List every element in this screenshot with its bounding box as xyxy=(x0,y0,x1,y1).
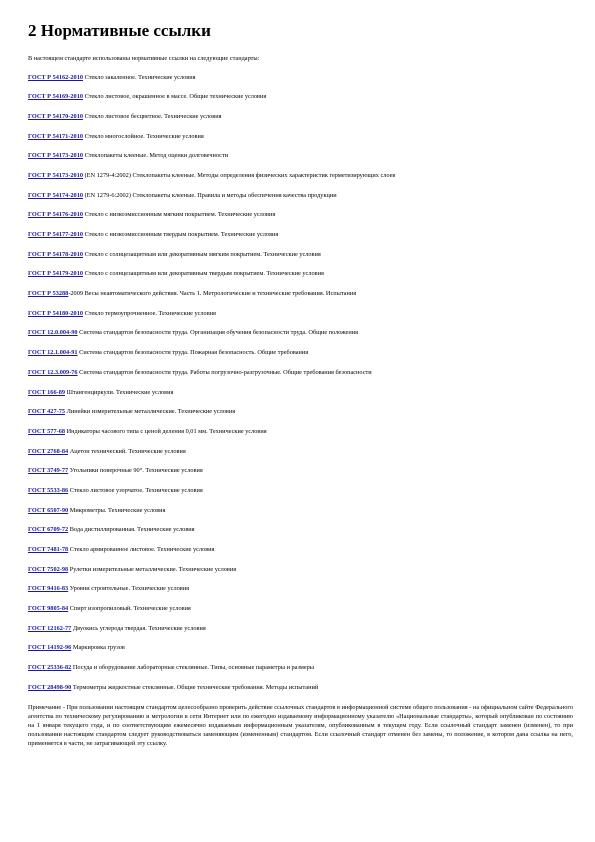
standard-link[interactable]: ГОСТ 166-89 xyxy=(28,388,65,396)
document-page xyxy=(28,20,573,754)
reference-item xyxy=(28,604,573,613)
reference-item xyxy=(28,250,573,259)
section-heading: 2 Нормативные ссылки xyxy=(28,21,211,40)
standard-link[interactable]: ГОСТ Р 54171-2010 xyxy=(28,132,83,140)
standard-title: Микрометры. Технические условия xyxy=(69,506,166,514)
standard-title: Угольники поверочные 90°. Технические условия xyxy=(69,467,203,475)
standard-title: Система стандартов безопасности труда. Работы погрузочно-разгрузочные. Общие требования безопасности xyxy=(79,368,372,376)
reference-item xyxy=(28,73,573,82)
standard-title: Штангенциркули. Технические условия xyxy=(66,388,174,396)
standard-link[interactable]: ГОСТ 427-75 xyxy=(28,408,65,416)
reference-item xyxy=(28,584,573,593)
reference-item xyxy=(28,171,573,180)
note-paragraph: Примечание - При пользовании настоящим стандартом целесообразно проверить действие ссылочных стандартов в информационной системе общего пользования - на официальном сайте Федерального агентства по техническому регулированию и метрологии в сети Интернет или по ежегодно издаваемому информационному указателю «Национальные стандарты», который опубликован по состоянию на 1 января текущего года, и по соответствующим ежемесячно издаваемым информационным указателям, опубликованным в текущем году. Если ссылочный стандарт заменен (изменен), то при пользовании настоящим стандартом следует руководствоваться заменяющим (измененным) стандартом. Если ссылочный стандарт отменен без замены, то положение, в котором дана ссылка на него, применяется в части, не затрагивающей эту ссылку. xyxy=(28,703,573,747)
standard-link[interactable]: ГОСТ 14192-96 xyxy=(28,644,72,652)
standard-link[interactable]: ГОСТ Р 54179-2010 xyxy=(28,270,83,278)
standard-title: Стекло листовое бесцветное. Технические условия xyxy=(84,112,222,120)
reference-item xyxy=(28,683,573,692)
standard-link[interactable]: ГОСТ 7502-98 xyxy=(28,565,69,573)
standard-link[interactable]: ГОСТ Р 54170-2010 xyxy=(28,112,83,120)
standard-link[interactable]: ГОСТ 12.1.004-91 xyxy=(28,349,78,357)
reference-item xyxy=(28,663,573,672)
standard-title: (EN 1279-6:2002) Стеклопакеты клееные. Правила и методы обеспечения качества продукции xyxy=(84,191,337,199)
standard-link[interactable]: ГОСТ 7481-78 xyxy=(28,546,69,553)
standard-link[interactable]: ГОСТ 9416-83 xyxy=(28,585,69,593)
standard-link[interactable]: ГОСТ 28498-90 xyxy=(28,683,72,691)
reference-list xyxy=(28,73,573,692)
standard-title: Индикаторы часового типа с ценой деления 0,01 мм. Технические условия xyxy=(66,427,267,435)
standard-link[interactable]: ГОСТ Р 54177-2010 xyxy=(28,231,83,238)
reference-item xyxy=(28,486,573,495)
standard-title: Двуокись углерода твердая. Технические условия xyxy=(72,624,206,632)
reference-item xyxy=(28,230,573,239)
standard-link[interactable]: ГОСТ 5533-86 xyxy=(28,486,69,494)
reference-item xyxy=(28,447,573,456)
reference-item xyxy=(28,506,573,515)
standard-title: Стекло закаленное. Технические условия xyxy=(84,73,196,81)
standard-link[interactable]: ГОСТ 577-68 xyxy=(28,427,65,435)
standard-title: Стекло армированное листовое. Технические условия xyxy=(69,546,215,553)
standard-title: Система стандартов безопасности труда. Организация обучения безопасности труда. Общие положения xyxy=(79,329,358,337)
standard-link[interactable]: ГОСТ 2768-84 xyxy=(28,447,69,455)
standard-title: Спирт изопропиловый. Технические условия xyxy=(69,605,191,613)
standard-link[interactable]: ГОСТ Р 54178-2010 xyxy=(28,250,83,258)
standard-title: Уровни строительные. Технические условия xyxy=(69,585,189,593)
standard-link[interactable]: ГОСТ Р 54176-2010 xyxy=(28,211,83,219)
standard-title: Стекло листовое узорчатое. Технические условия xyxy=(69,486,203,494)
reference-item xyxy=(28,151,573,160)
standard-link[interactable]: ГОСТ Р 54169-2010 xyxy=(28,93,83,101)
reference-item xyxy=(28,466,573,475)
standard-title: Термометры жидкостные стеклянные. Общие технические требования. Методы испытаний xyxy=(72,683,319,691)
standard-title: Стекло многослойное. Технические условия xyxy=(84,132,204,140)
standard-title: Линейки измерительные металлические. Технические условия xyxy=(66,408,236,416)
reference-item xyxy=(28,427,573,436)
reference-item xyxy=(28,545,573,554)
reference-item xyxy=(28,525,573,534)
reference-item xyxy=(28,624,573,633)
reference-item xyxy=(28,210,573,219)
standard-link[interactable]: ГОСТ 12162-77 xyxy=(28,624,72,632)
standard-title: Ацетон технический. Технические условия xyxy=(69,447,186,455)
standard-title: Вода дистиллированная. Технические условия xyxy=(69,526,195,534)
standard-link[interactable]: ГОСТ 25336-82 xyxy=(28,664,72,672)
standard-link[interactable]: ГОСТ 6709-72 xyxy=(28,526,69,534)
reference-item xyxy=(28,348,573,357)
standard-title: Стекло с низкоэмиссионным мягким покрытием. Технические условия xyxy=(84,211,276,219)
standard-title: Стекло термоупрочненное. Технические условия xyxy=(84,309,216,317)
standard-link[interactable]: ГОСТ Р 53288 xyxy=(28,290,69,298)
reference-item xyxy=(28,407,573,416)
reference-item xyxy=(28,368,573,377)
standard-link[interactable]: ГОСТ Р 54180-2010 xyxy=(28,309,83,317)
standard-title: Посуда и оборудование лабораторные стеклянные. Типы, основные параметры и размеры xyxy=(72,664,315,672)
standard-title: (EN 1279-4:2002) Стеклопакеты клееные. Методы определения физических характеристик герметизирующих слоев xyxy=(84,171,396,179)
standard-link[interactable]: ГОСТ 9805-84 xyxy=(28,605,69,613)
standard-link[interactable]: ГОСТ 3749-77 xyxy=(28,467,69,475)
reference-item xyxy=(28,643,573,652)
reference-item xyxy=(28,269,573,278)
standard-title: Рулетки измерительные металлические. Технические условия xyxy=(69,565,237,573)
reference-item xyxy=(28,328,573,337)
standard-link[interactable]: ГОСТ Р 54173-2010 xyxy=(28,171,83,179)
reference-item xyxy=(28,388,573,397)
standard-link[interactable]: ГОСТ Р 54162-2010 xyxy=(28,73,83,81)
standard-title: -2009 Весы неавтоматического действия. Часть 1. Метрологические и технические требования. Испытания xyxy=(68,290,357,298)
reference-item xyxy=(28,191,573,200)
reference-item xyxy=(28,112,573,121)
standard-title: Система стандартов безопасности труда. Пожарная безопасность. Общие требования xyxy=(79,349,309,357)
standard-title: Стекло с солнцезащитным или декоративным твердым покрытием. Технические условия xyxy=(84,270,324,278)
standard-link[interactable]: ГОСТ Р 54174-2010 xyxy=(28,191,83,199)
standard-title: Маркировка грузов xyxy=(72,644,125,652)
reference-item xyxy=(28,92,573,101)
intro-paragraph: В настоящем стандарте использованы нормативные ссылки на следующие стандарты: xyxy=(28,55,260,62)
reference-item xyxy=(28,309,573,318)
reference-item xyxy=(28,289,573,298)
standard-link[interactable]: ГОСТ 12.0.004-90 xyxy=(28,329,78,337)
reference-item xyxy=(28,132,573,141)
standard-link[interactable]: ГОСТ Р 54173-2010 xyxy=(28,152,83,160)
standard-title: Стеклопакеты клееные. Метод оценки долговечности xyxy=(84,152,229,160)
standard-link[interactable]: ГОСТ 12.3.009-76 xyxy=(28,368,78,376)
standard-title: Стекло листовое, окрашенное в массе. Общие технические условия xyxy=(84,93,267,101)
standard-link[interactable]: ГОСТ 6507-90 xyxy=(28,506,69,514)
standard-title: Стекло с низкоэмиссионным твердым покрытием. Технические условия xyxy=(84,231,279,238)
standard-title: Стекло с солнцезащитным или декоративным мягким покрытием. Технические условия xyxy=(84,250,321,258)
reference-item xyxy=(28,565,573,574)
